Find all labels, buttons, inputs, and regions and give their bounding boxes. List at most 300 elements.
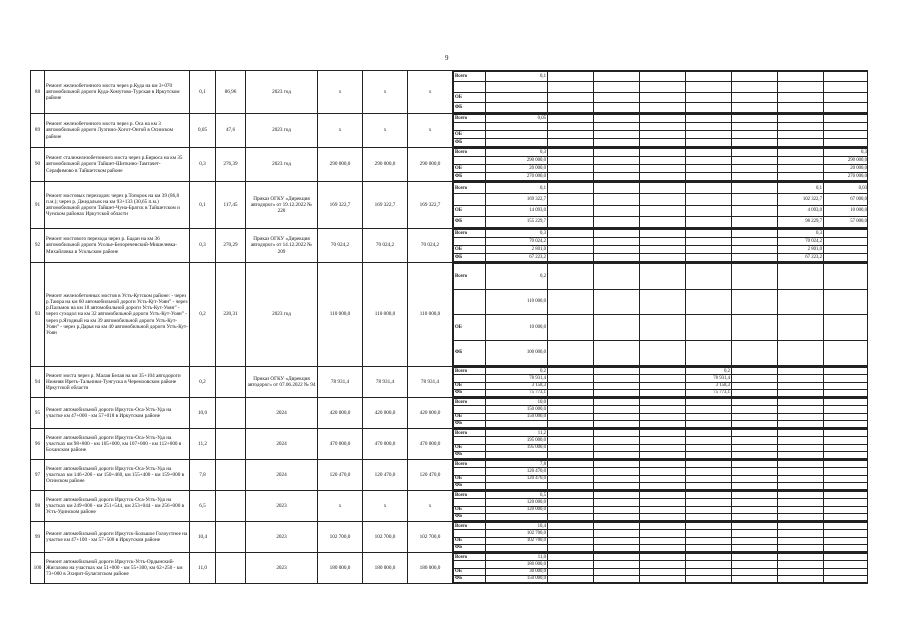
cost-cell: 120 470,0	[408, 460, 453, 491]
financing-value	[732, 406, 778, 413]
term-cell: 2023	[246, 522, 318, 553]
financing-value	[594, 216, 640, 227]
financing-value: 7,8	[486, 461, 548, 468]
financing-value	[594, 375, 640, 382]
financing-row	[454, 430, 868, 437]
financing-value	[824, 461, 868, 468]
source-label: Всего	[454, 230, 486, 238]
financing-table	[453, 398, 868, 428]
financing-value	[824, 230, 868, 238]
financing-value	[548, 264, 594, 290]
financing-row	[454, 523, 868, 530]
financing-value	[640, 475, 686, 482]
financing-value	[548, 420, 594, 427]
financing-table	[453, 114, 868, 147]
financing-value	[732, 513, 778, 520]
financing-value	[778, 413, 824, 420]
financing-value: 100 000,0	[486, 340, 548, 366]
financing-value	[824, 382, 868, 389]
financing-value	[686, 444, 732, 451]
area-cell: 86,96	[216, 71, 246, 114]
source-label: ОБ	[454, 165, 486, 173]
financing-value	[594, 238, 640, 246]
area-cell: 47,6	[216, 114, 246, 148]
financing-value	[778, 568, 824, 575]
cost-cell: х	[318, 71, 363, 114]
financing-value	[548, 254, 594, 262]
financing-value	[732, 382, 778, 389]
financing-table	[453, 367, 868, 397]
financing-value	[732, 413, 778, 420]
financing-value: 0,2	[486, 368, 548, 375]
financing-value	[640, 499, 686, 506]
financing-value	[732, 123, 778, 131]
cost-cell: х	[363, 114, 408, 148]
financing-value	[548, 102, 594, 112]
financing-value: 102 700,0	[486, 537, 548, 544]
financing-value	[548, 561, 594, 568]
financing-value	[594, 340, 640, 366]
area-cell	[216, 460, 246, 491]
financing-value	[732, 131, 778, 139]
financing-value	[548, 149, 594, 157]
financing-value	[824, 82, 868, 92]
financing-value	[732, 475, 778, 482]
financing-row	[454, 230, 868, 238]
object-name: Ремонт железобетонного моста через р. Оса на км 3 автомобильной дороги Лузгино-Хогот-Онгой в Осинском районе	[45, 114, 190, 148]
financing-value	[686, 475, 732, 482]
financing-value	[640, 139, 686, 147]
financing-value	[778, 375, 824, 382]
financing-value	[824, 492, 868, 499]
financing-value	[486, 131, 548, 139]
financing-value: 150 000,0	[486, 413, 548, 420]
financing-value	[594, 492, 640, 499]
financing-value: 0,03	[824, 183, 868, 194]
financing-value	[548, 461, 594, 468]
cost-cell: 180 000,0	[363, 553, 408, 584]
financing-value	[732, 506, 778, 513]
financing-value	[548, 368, 594, 375]
financing-value	[594, 289, 640, 315]
program-table	[30, 70, 868, 584]
cost-cell: 470 000,0	[408, 429, 453, 460]
table-row	[31, 367, 868, 398]
financing-row	[454, 530, 868, 537]
source-label: ОБ	[454, 568, 486, 575]
length-cell: 0,3	[190, 229, 216, 263]
financing-value	[548, 139, 594, 147]
financing-value	[778, 475, 824, 482]
financing-value	[732, 523, 778, 530]
financing-value	[824, 561, 868, 568]
financing-value	[686, 102, 732, 112]
length-cell: 0,1	[190, 71, 216, 114]
financing-table	[453, 429, 868, 459]
financing-value	[640, 131, 686, 139]
financing-value: 4 093,0	[778, 205, 824, 216]
financing-value	[686, 437, 732, 444]
financing-value	[594, 475, 640, 482]
financing-value	[778, 368, 824, 375]
financing-value	[686, 72, 732, 82]
financing-value	[548, 530, 594, 537]
cost-cell: 290 000,0	[363, 148, 408, 182]
financing-value	[686, 544, 732, 551]
financing-cell	[453, 148, 868, 182]
cost-cell: 110 000,0	[318, 263, 363, 367]
object-name: Ремонт автомобильной дороги Иркутск-Оса-Усть-Уда на участках км 146+200 - км 150+460, км 155+400 - км 159+000 в Осинском районе	[45, 460, 190, 491]
financing-value	[640, 149, 686, 157]
term-cell: 2023	[246, 553, 318, 584]
financing-value	[732, 82, 778, 92]
financing-value	[594, 575, 640, 582]
financing-value	[640, 246, 686, 254]
financing-value	[732, 575, 778, 582]
financing-value	[732, 315, 778, 341]
financing-value	[686, 568, 732, 575]
object-name: Ремонт автомобильной дороги Иркутск-Оса-Усть-Уда на участках км 98+800 - км 105+000, км 107+000 - км 112+000 в Боханском районе	[45, 429, 190, 460]
table-row	[31, 182, 868, 229]
financing-value	[486, 82, 548, 92]
financing-value	[686, 430, 732, 437]
financing-value	[824, 246, 868, 254]
row-number: 90	[31, 148, 45, 182]
financing-table	[453, 460, 868, 490]
financing-value	[686, 289, 732, 315]
cost-cell: 102 700,0	[363, 522, 408, 553]
financing-value	[778, 406, 824, 413]
financing-value: 70 024,2	[486, 238, 548, 246]
financing-value: 67 223,2	[778, 254, 824, 262]
financing-value	[778, 537, 824, 544]
financing-value	[778, 430, 824, 437]
term-cell: 2023	[246, 491, 318, 522]
term-cell: Приказ ОГКУ «Дирекция автодорог» от 14.12.2022 № 209	[246, 229, 318, 263]
financing-value	[640, 194, 686, 205]
financing-value	[778, 115, 824, 123]
source-label	[454, 406, 486, 413]
financing-value	[686, 131, 732, 139]
financing-value	[640, 461, 686, 468]
financing-value: 290 000,0	[486, 157, 548, 165]
financing-value	[686, 482, 732, 489]
financing-value	[594, 115, 640, 123]
source-label: ФБ	[454, 482, 486, 489]
table-row	[31, 460, 868, 491]
financing-value	[732, 399, 778, 406]
financing-value: 0,3	[778, 230, 824, 238]
row-number: 91	[31, 182, 45, 229]
source-label: ФБ	[454, 451, 486, 458]
financing-value	[824, 413, 868, 420]
financing-value	[778, 482, 824, 489]
row-number: 99	[31, 522, 45, 553]
financing-row	[454, 561, 868, 568]
financing-value: 0,3	[824, 149, 868, 157]
financing-value	[548, 568, 594, 575]
table-row	[31, 71, 868, 114]
financing-value	[732, 72, 778, 82]
financing-value	[640, 123, 686, 131]
financing-value	[686, 406, 732, 413]
financing-value: 0,3	[486, 230, 548, 238]
term-cell: 2023 год	[246, 114, 318, 148]
object-name: Ремонт моста через р. Малая Белая на км 35+104 автодороги Нижняя Иреть-Тальники-Тунгуска в Черемховском районе Иркутской области	[45, 367, 190, 398]
financing-value	[548, 499, 594, 506]
cost-cell: 420 000,0	[363, 398, 408, 429]
source-label: ОБ	[454, 92, 486, 102]
financing-row	[454, 575, 868, 582]
source-label: ФБ	[454, 216, 486, 227]
object-name: Ремонт сталежелезобетонного моста через р.Бирюса на км 35 автомобильной дороги Тайшет-Шиткино-Тамтачет-Серафимово в Тайшетском районе	[45, 148, 190, 182]
source-label: ФБ	[454, 575, 486, 582]
financing-value: 0,05	[486, 115, 548, 123]
financing-value	[594, 568, 640, 575]
financing-value	[778, 554, 824, 561]
table-row	[31, 491, 868, 522]
financing-value	[824, 530, 868, 537]
financing-value	[778, 149, 824, 157]
cost-cell: 120 470,0	[318, 460, 363, 491]
term-cell: 2024	[246, 429, 318, 460]
financing-value	[594, 513, 640, 520]
source-label: ФБ	[454, 389, 486, 396]
financing-row	[454, 115, 868, 123]
financing-value	[824, 131, 868, 139]
object-name: Ремонт автомобильной дороги Иркутск-Усть-Ордынский-Жигалово на участках км 51+000 - км 55+300, км 62+250 - км 73+000 в Эхирит-Булагатском районе	[45, 553, 190, 584]
financing-value	[548, 123, 594, 131]
financing-value	[640, 568, 686, 575]
financing-value	[732, 420, 778, 427]
length-cell: 0,2	[190, 367, 216, 398]
financing-value	[594, 544, 640, 551]
financing-value	[778, 575, 824, 582]
financing-row	[454, 205, 868, 216]
financing-row	[454, 340, 868, 366]
financing-value	[732, 205, 778, 216]
financing-value	[640, 216, 686, 227]
financing-value	[594, 205, 640, 216]
cost-cell: 120 470,0	[363, 460, 408, 491]
financing-value	[548, 382, 594, 389]
source-label: Всего	[454, 554, 486, 561]
table-row	[31, 398, 868, 429]
financing-value: 155 229,7	[486, 216, 548, 227]
financing-value: 70 024,2	[778, 238, 824, 246]
source-label: Всего	[454, 264, 486, 290]
financing-value: 0,1	[486, 183, 548, 194]
financing-value: 67 000,0	[824, 194, 868, 205]
financing-value: 180 000,0	[486, 561, 548, 568]
financing-value	[548, 205, 594, 216]
financing-value	[824, 139, 868, 147]
source-label: ФБ	[454, 340, 486, 366]
object-name: Ремонт автомобильной дороги Иркутск-Большое Голоустное на участке км 47+100 - км 57+500 в Иркутском районе	[45, 522, 190, 553]
cost-cell: 420 000,0	[318, 398, 363, 429]
financing-value	[548, 554, 594, 561]
financing-row	[454, 468, 868, 475]
financing-value	[548, 413, 594, 420]
financing-value	[548, 173, 594, 181]
financing-value	[778, 444, 824, 451]
financing-value	[594, 149, 640, 157]
source-label: ФБ	[454, 420, 486, 427]
financing-value	[686, 194, 732, 205]
source-label: Всего	[454, 492, 486, 499]
area-cell: 276,39	[216, 148, 246, 182]
financing-value	[548, 230, 594, 238]
financing-value	[686, 173, 732, 181]
financing-value	[778, 513, 824, 520]
financing-cell	[453, 367, 868, 398]
financing-value	[640, 399, 686, 406]
financing-value	[732, 230, 778, 238]
source-label	[454, 194, 486, 205]
financing-value	[824, 482, 868, 489]
cost-cell: 180 000,0	[318, 553, 363, 584]
financing-value	[778, 499, 824, 506]
financing-value	[778, 315, 824, 341]
financing-value	[778, 289, 824, 315]
financing-value	[486, 451, 548, 458]
table-row	[31, 114, 868, 148]
page-number: 9	[445, 54, 449, 62]
cost-cell: х	[363, 491, 408, 522]
financing-value	[594, 406, 640, 413]
source-label: Всего	[454, 430, 486, 437]
financing-cell	[453, 71, 868, 114]
financing-value	[824, 513, 868, 520]
financing-value	[686, 492, 732, 499]
financing-value	[732, 102, 778, 112]
source-label: ОБ	[454, 506, 486, 513]
financing-value	[640, 238, 686, 246]
financing-value	[778, 544, 824, 551]
financing-value	[594, 506, 640, 513]
cost-cell: 290 000,0	[318, 148, 363, 182]
financing-value	[732, 238, 778, 246]
financing-value	[594, 430, 640, 437]
financing-value	[732, 165, 778, 173]
financing-value	[548, 506, 594, 513]
source-label: ОБ	[454, 205, 486, 216]
financing-value: 102 322,7	[778, 194, 824, 205]
financing-value	[824, 399, 868, 406]
length-cell: 10,4	[190, 522, 216, 553]
financing-value	[594, 420, 640, 427]
financing-value	[732, 194, 778, 205]
financing-value	[732, 492, 778, 499]
financing-row	[454, 72, 868, 82]
financing-value: 75 773,1	[686, 389, 732, 396]
financing-value	[732, 544, 778, 551]
financing-value	[732, 451, 778, 458]
financing-value	[594, 399, 640, 406]
financing-value	[686, 115, 732, 123]
financing-value	[686, 165, 732, 173]
financing-row	[454, 315, 868, 341]
financing-value: 10,0	[486, 399, 548, 406]
cost-cell: х	[408, 71, 453, 114]
financing-value	[640, 157, 686, 165]
financing-value	[778, 468, 824, 475]
source-label: ОБ	[454, 413, 486, 420]
financing-row	[454, 92, 868, 102]
financing-value	[824, 468, 868, 475]
financing-value	[686, 420, 732, 427]
financing-value	[824, 420, 868, 427]
financing-row	[454, 389, 868, 396]
cost-cell: 102 700,0	[408, 522, 453, 553]
area-cell	[216, 491, 246, 522]
financing-value	[640, 173, 686, 181]
financing-value	[548, 82, 594, 92]
financing-row	[454, 513, 868, 520]
source-label: ОБ	[454, 315, 486, 341]
cost-cell: 110 000,0	[408, 263, 453, 367]
financing-row	[454, 420, 868, 427]
financing-value	[640, 451, 686, 458]
financing-value	[824, 444, 868, 451]
source-label: Всего	[454, 72, 486, 82]
financing-value	[686, 264, 732, 290]
financing-value	[824, 389, 868, 396]
financing-value	[548, 375, 594, 382]
financing-value	[594, 468, 640, 475]
financing-row	[454, 289, 868, 315]
row-number: 94	[31, 367, 45, 398]
cost-cell: 78 931,4	[318, 367, 363, 398]
financing-value	[640, 561, 686, 568]
area-cell: 117,45	[216, 182, 246, 229]
financing-value	[594, 461, 640, 468]
financing-value	[824, 451, 868, 458]
source-label: ОБ	[454, 475, 486, 482]
financing-value	[548, 475, 594, 482]
financing-value: 98 229,7	[778, 216, 824, 227]
financing-value	[824, 475, 868, 482]
financing-value	[594, 131, 640, 139]
financing-value	[824, 406, 868, 413]
area-cell	[216, 553, 246, 584]
financing-value	[778, 451, 824, 458]
financing-value	[640, 92, 686, 102]
financing-value	[778, 399, 824, 406]
term-cell: 2024	[246, 460, 318, 491]
cost-cell: 169 322,7	[318, 182, 363, 229]
financing-value: 169 322,7	[486, 194, 548, 205]
financing-value	[548, 340, 594, 366]
source-label: ФБ	[454, 254, 486, 262]
row-number: 92	[31, 229, 45, 263]
financing-value	[640, 406, 686, 413]
financing-value	[594, 554, 640, 561]
length-cell: 11,0	[190, 553, 216, 584]
area-cell	[216, 367, 246, 398]
financing-value	[732, 264, 778, 290]
financing-value	[686, 530, 732, 537]
row-number: 98	[31, 491, 45, 522]
financing-value	[824, 264, 868, 290]
financing-value: 120 470,0	[486, 475, 548, 482]
row-number: 95	[31, 398, 45, 429]
source-label	[454, 289, 486, 315]
cost-cell: х	[408, 114, 453, 148]
financing-value: 3 158,3	[486, 382, 548, 389]
table-row	[31, 553, 868, 584]
financing-value	[640, 482, 686, 489]
